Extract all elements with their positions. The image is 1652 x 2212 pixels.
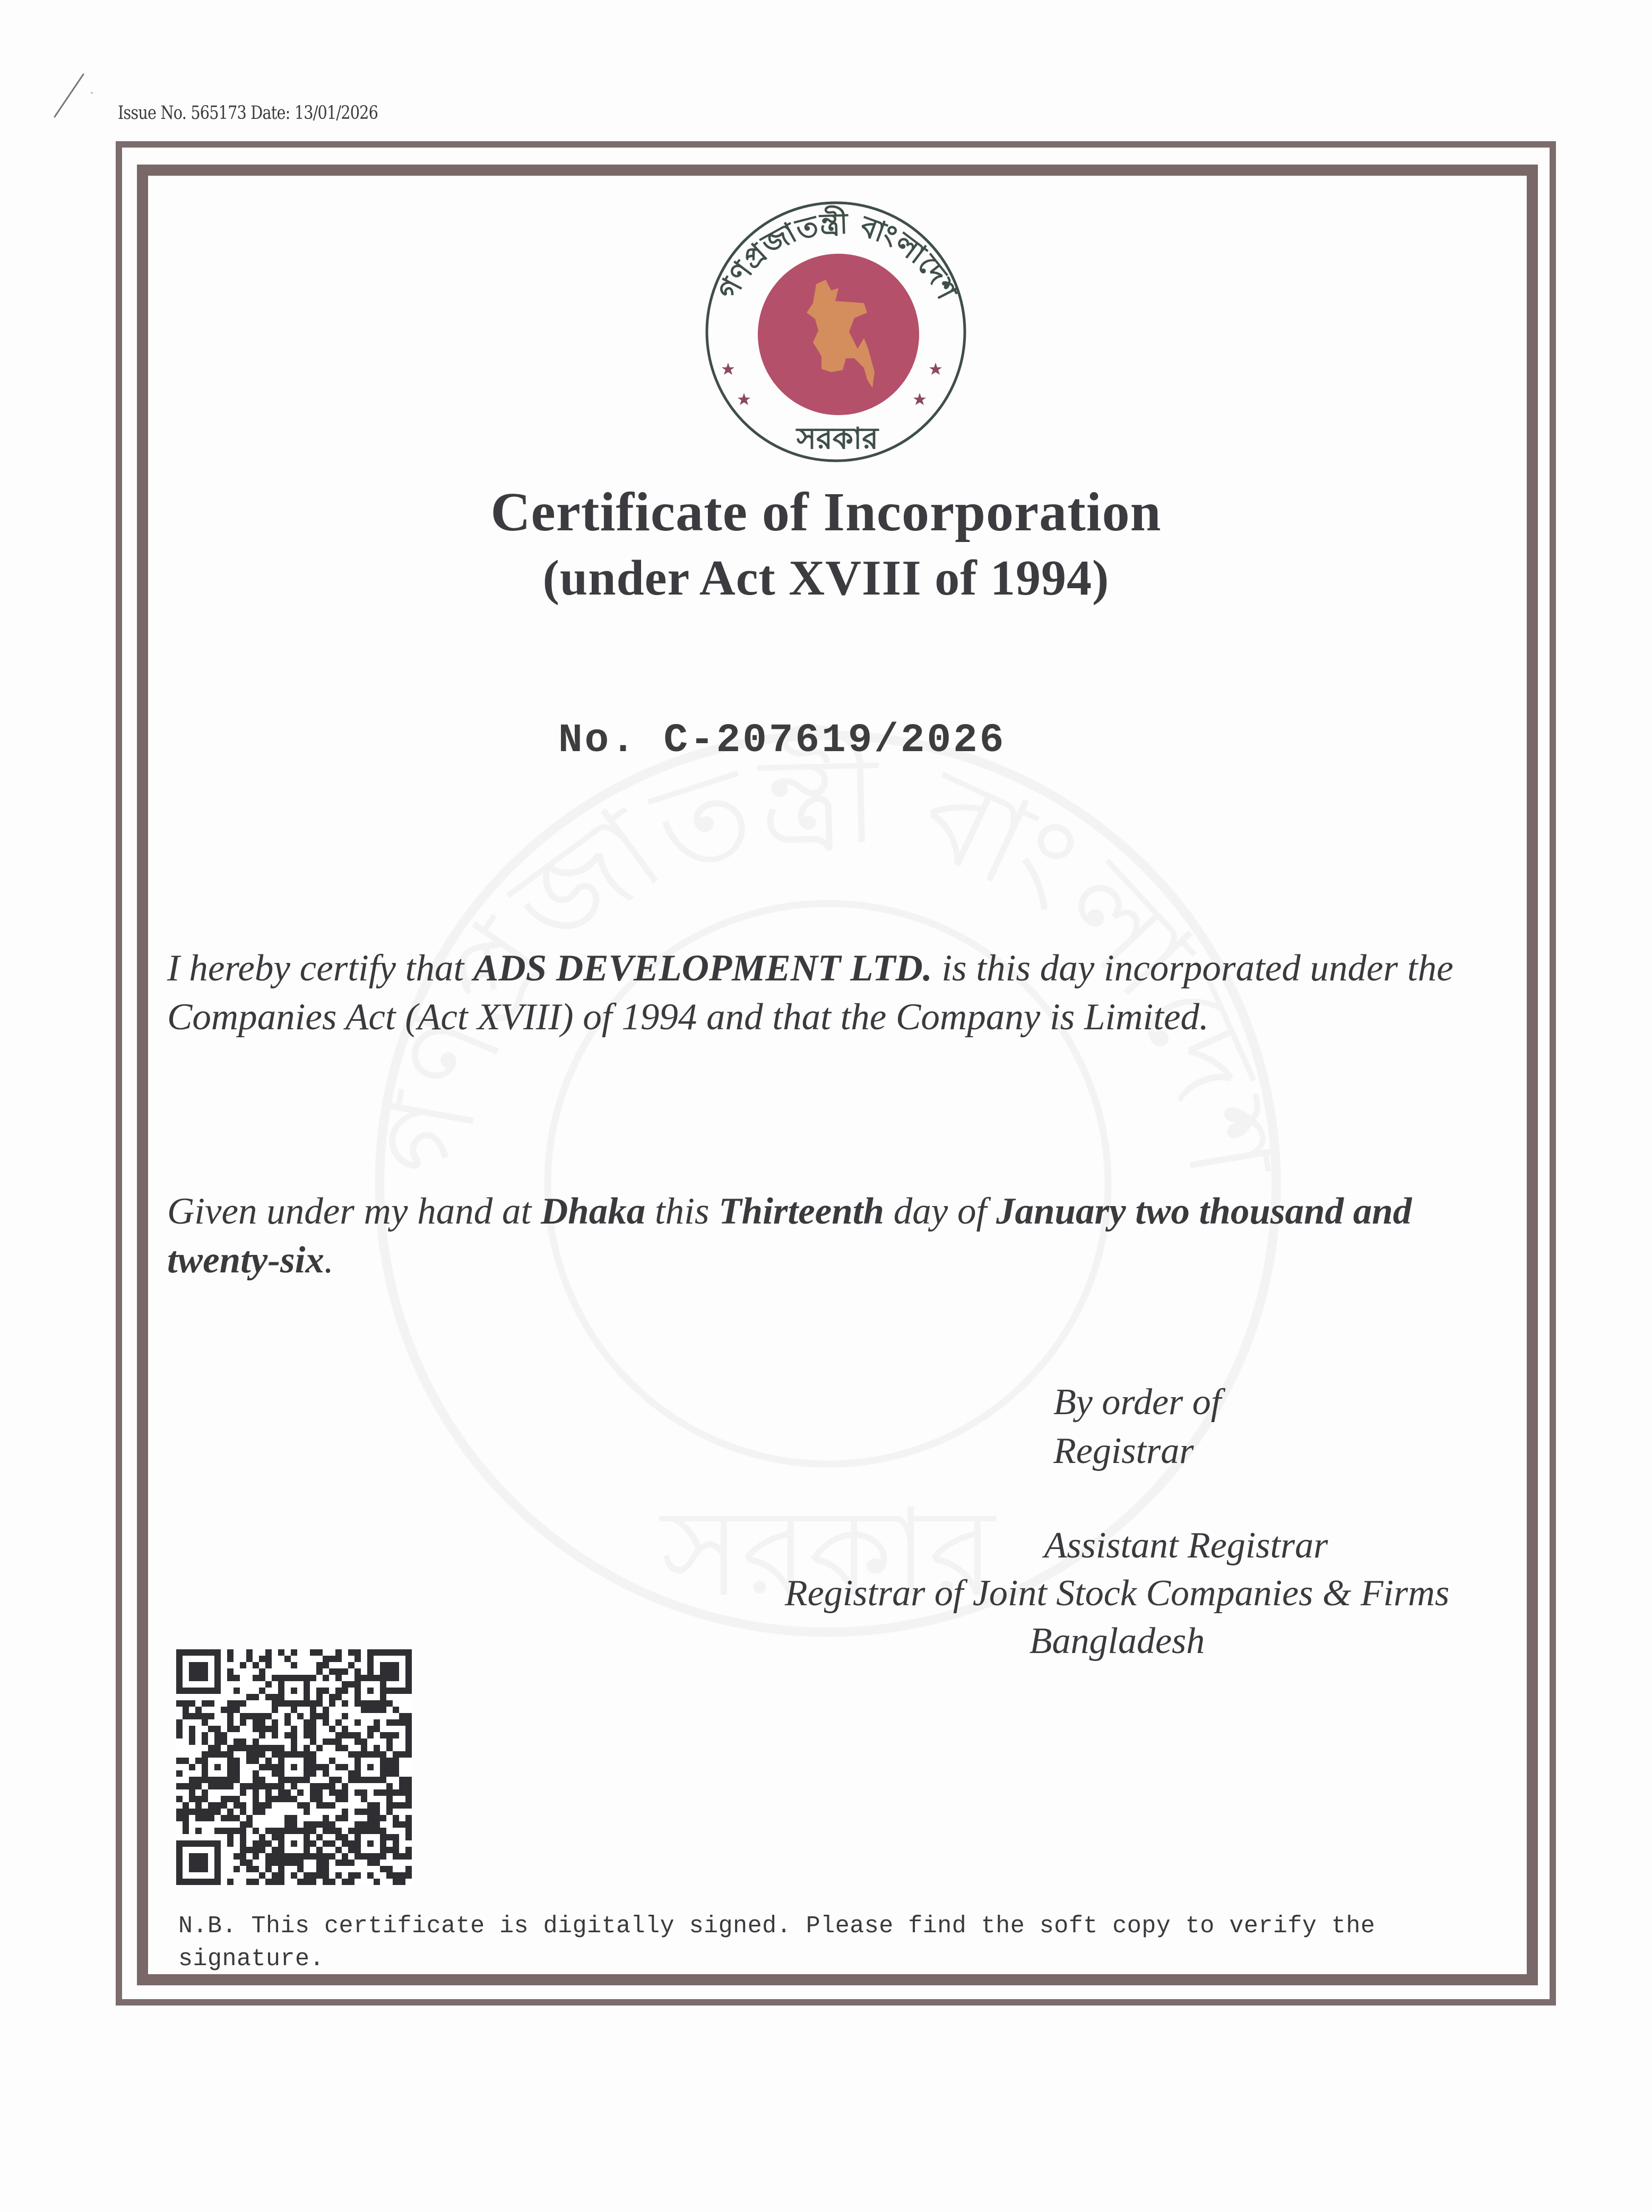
digital-signature-note: N.B. This certificate is digitally signed. Please find the soft copy to verify the signature. bbox=[178, 1913, 1376, 1973]
certificate-number-label: No. bbox=[558, 718, 637, 763]
date-label: Date: bbox=[250, 102, 290, 124]
seal-top-text: গণপ্রজাতন্ত্রী বাংলাদেশ bbox=[711, 206, 964, 305]
company-name: ADS DEVELOPMENT LTD. bbox=[473, 948, 932, 989]
government-seal-emblem bbox=[695, 199, 982, 464]
certificate-number-value: C-207619/2026 bbox=[663, 718, 1006, 763]
qr-code bbox=[176, 1649, 412, 1885]
issue-number-date bbox=[118, 102, 378, 124]
date-value: 13/01/2026 bbox=[294, 102, 378, 124]
certificate-number bbox=[558, 718, 1006, 763]
issue-label: Issue No. bbox=[118, 102, 187, 124]
day: Thirteenth bbox=[719, 1191, 884, 1232]
signatory-country: Bangladesh bbox=[1029, 1621, 1205, 1662]
certificate-title: Certificate of Incorporation bbox=[490, 481, 1162, 543]
issue-number: 565173 bbox=[191, 102, 246, 124]
month-year: January two thousand and twenty-six bbox=[167, 1191, 1412, 1281]
signatory-block bbox=[706, 1522, 1528, 1665]
by-order-of-registrar: By order of Registrar bbox=[1053, 1382, 1222, 1471]
certification-paragraph: I hereby certify that ADS DEVELOPMENT LTD. is this day incorporated under the Companies Act (Act XVIII) of 1994 and that the Company is Limited. bbox=[167, 948, 1454, 1038]
pen-stroke-mark bbox=[50, 64, 93, 122]
given-under-hand-paragraph: Given under my hand at Dhaka this Thirteenth day of January two thousand and twenty-six. bbox=[167, 1191, 1412, 1281]
seal-bottom-text: সরকার bbox=[796, 421, 879, 456]
signatory-designation: Assistant Registrar bbox=[1044, 1525, 1328, 1566]
place: Dhaka bbox=[540, 1191, 646, 1232]
signatory-office: Registrar of Joint Stock Companies & Firms bbox=[784, 1573, 1450, 1614]
certificate-subtitle: (under Act XVIII of 1994) bbox=[542, 550, 1110, 606]
